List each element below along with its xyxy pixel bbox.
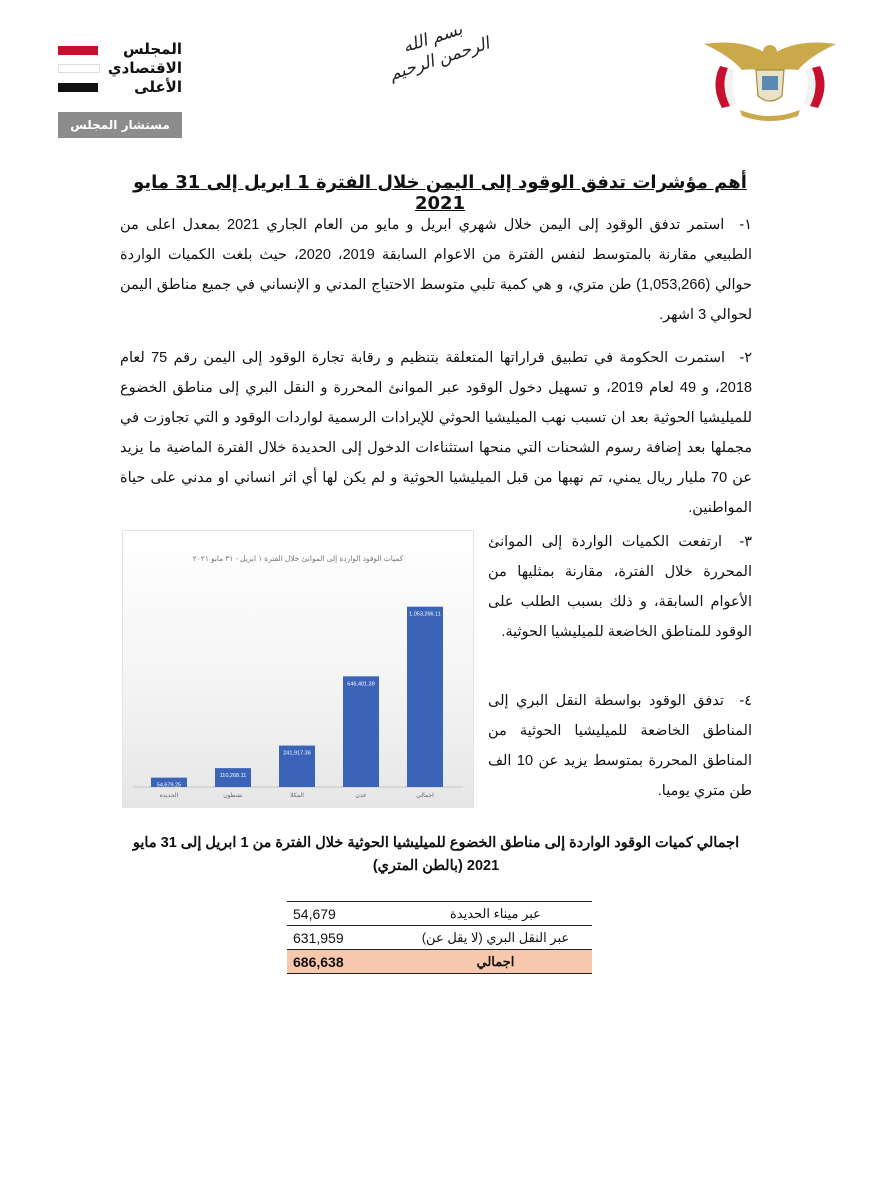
basmala-calligraphy: بسم الله الرحمن الرحيم (386, 19, 493, 85)
chart-data-label: 241,917.36 (283, 750, 311, 757)
table-cell-value: 686,638 (287, 950, 399, 974)
council-line-3: الأعلى (134, 78, 182, 96)
table-cell-value: 631,959 (287, 926, 399, 950)
paragraph-3-text: ارتفعت الكميات الواردة إلى الموانئ المحررة خلال الفترة، مقارنة بمثليها من الأعوام السابقة، و ذلك بسبب الطلب على الوقود للمناطق الخاضعة للميليشيا الحوثية. (488, 534, 752, 640)
table-row (287, 902, 592, 926)
chart-category-label: المكلا (290, 793, 304, 799)
advisor-label: مستشار المجلس (58, 112, 182, 138)
chart-data-label: 1,053,266.11 (409, 611, 441, 618)
paragraph-3-number: ٣- (739, 534, 753, 550)
chart-data-label: 54,679.25 (156, 782, 182, 789)
table-cell-label: عبر ميناء الحديدة (399, 902, 592, 926)
paragraph-4 (488, 686, 752, 806)
table-cell-label: اجمالي (399, 950, 592, 974)
chart-category-label: عدن (355, 793, 367, 799)
chart-category-label: اجمالي (416, 793, 434, 799)
paragraph-4-text: تدفق الوقود بواسطة النقل البري إلى المناطق الخاضعة للميليشيا الحوثية من المناطق المحررة بمتوسط يزيد عن 10 الف طن متري يوميا. (488, 693, 752, 799)
chart-bar (343, 676, 379, 787)
summary-table (287, 901, 592, 974)
paragraph-4-number: ٤- (739, 693, 752, 709)
table-cell-label: عبر النقل البري (لا يقل عن) (399, 926, 592, 950)
flag-black-bar (58, 83, 98, 92)
paragraph-1 (120, 210, 752, 330)
table-row-total (287, 950, 592, 974)
chart-bar (407, 607, 443, 787)
yemen-emblem-logo (700, 36, 840, 122)
flag-white-bar (58, 64, 100, 73)
chart-data-label: 110,268.11 (219, 773, 247, 780)
council-logo (58, 40, 182, 100)
paragraph-3 (488, 527, 752, 647)
table-cell-value: 54,679 (287, 902, 399, 926)
paragraph-1-text: استمر تدفق الوقود إلى اليمن خلال شهري ابريل و مايو من العام الجاري 2021 بمعدل اعلى من الطبيعي مقارنة بالمتوسط لنفس الفترة من الاعوام السابقة 2019، 2020، حيث بلغت الكميات الواردة حوالي (1,053,266) طن متري، و هي كمية تلبي متوسط الاحتياج المدني و الإنساني في جميع مناطق اليمن لحوالي 3 اشهر. (120, 217, 753, 323)
table-row (287, 926, 592, 950)
flag-red-bar (58, 46, 98, 55)
chart-canvas (123, 531, 473, 807)
paragraph-2-number: ٢- (739, 350, 752, 366)
chart-category-label: نشطون (223, 793, 243, 799)
chart-data-label: 646,401.39 (347, 681, 375, 688)
paragraph-1-number: ١- (739, 217, 752, 233)
council-name (98, 40, 182, 97)
fuel-imports-chart (122, 530, 474, 808)
page-title: أهم مؤشرات تدفق الوقود إلى اليمن خلال الفترة 1 ابريل إلى 31 مايو 2021 (133, 172, 747, 214)
chart-category-label: الحديدة (159, 793, 179, 799)
table-title: اجمالي كميات الوقود الواردة إلى مناطق الخضوع للميليشيا الحوثية خلال الفترة من 1 ابريل إلى 31 مايو 2021 (بالطن المتري) (132, 835, 740, 874)
chart-title: كميات الوقود الواردة إلى الموانئ خلال الفترة ١ ابريل - ٣١ مايو ٢٠٢١ (192, 554, 404, 563)
paragraph-2 (120, 343, 752, 523)
council-line-2: الاقتصادي (107, 59, 182, 77)
paragraph-2-text: استمرت الحكومة في تطبيق قراراتها المتعلقة بتنظيم و رقابة تجارة الوقود إلى اليمن رقم 75 لعام 2018، و 49 لعام 2019، و تسهيل دخول الوقود عبر الموانئ المحررة و النقل البري إلى مناطق الخضوع للميليشيا الحوثية بعد ان تسبب نهب الميليشيا الحوثي للإيرادات الرسمية لواردات الوقود و التي تجاوزت في مجملها بعد إضافة رسوم الشحنات التي منحها استثناءات الدخول إلى الحديدة خلال الفترة الماضية ما يزيد عن 70 مليار ريال يمني، تم نهبها من قبل الميليشيا الحوثية و لم يكن لها أي اثر انساني او مدني على حياة المواطنين. (120, 350, 753, 516)
council-line-1: المجلس (123, 40, 182, 58)
